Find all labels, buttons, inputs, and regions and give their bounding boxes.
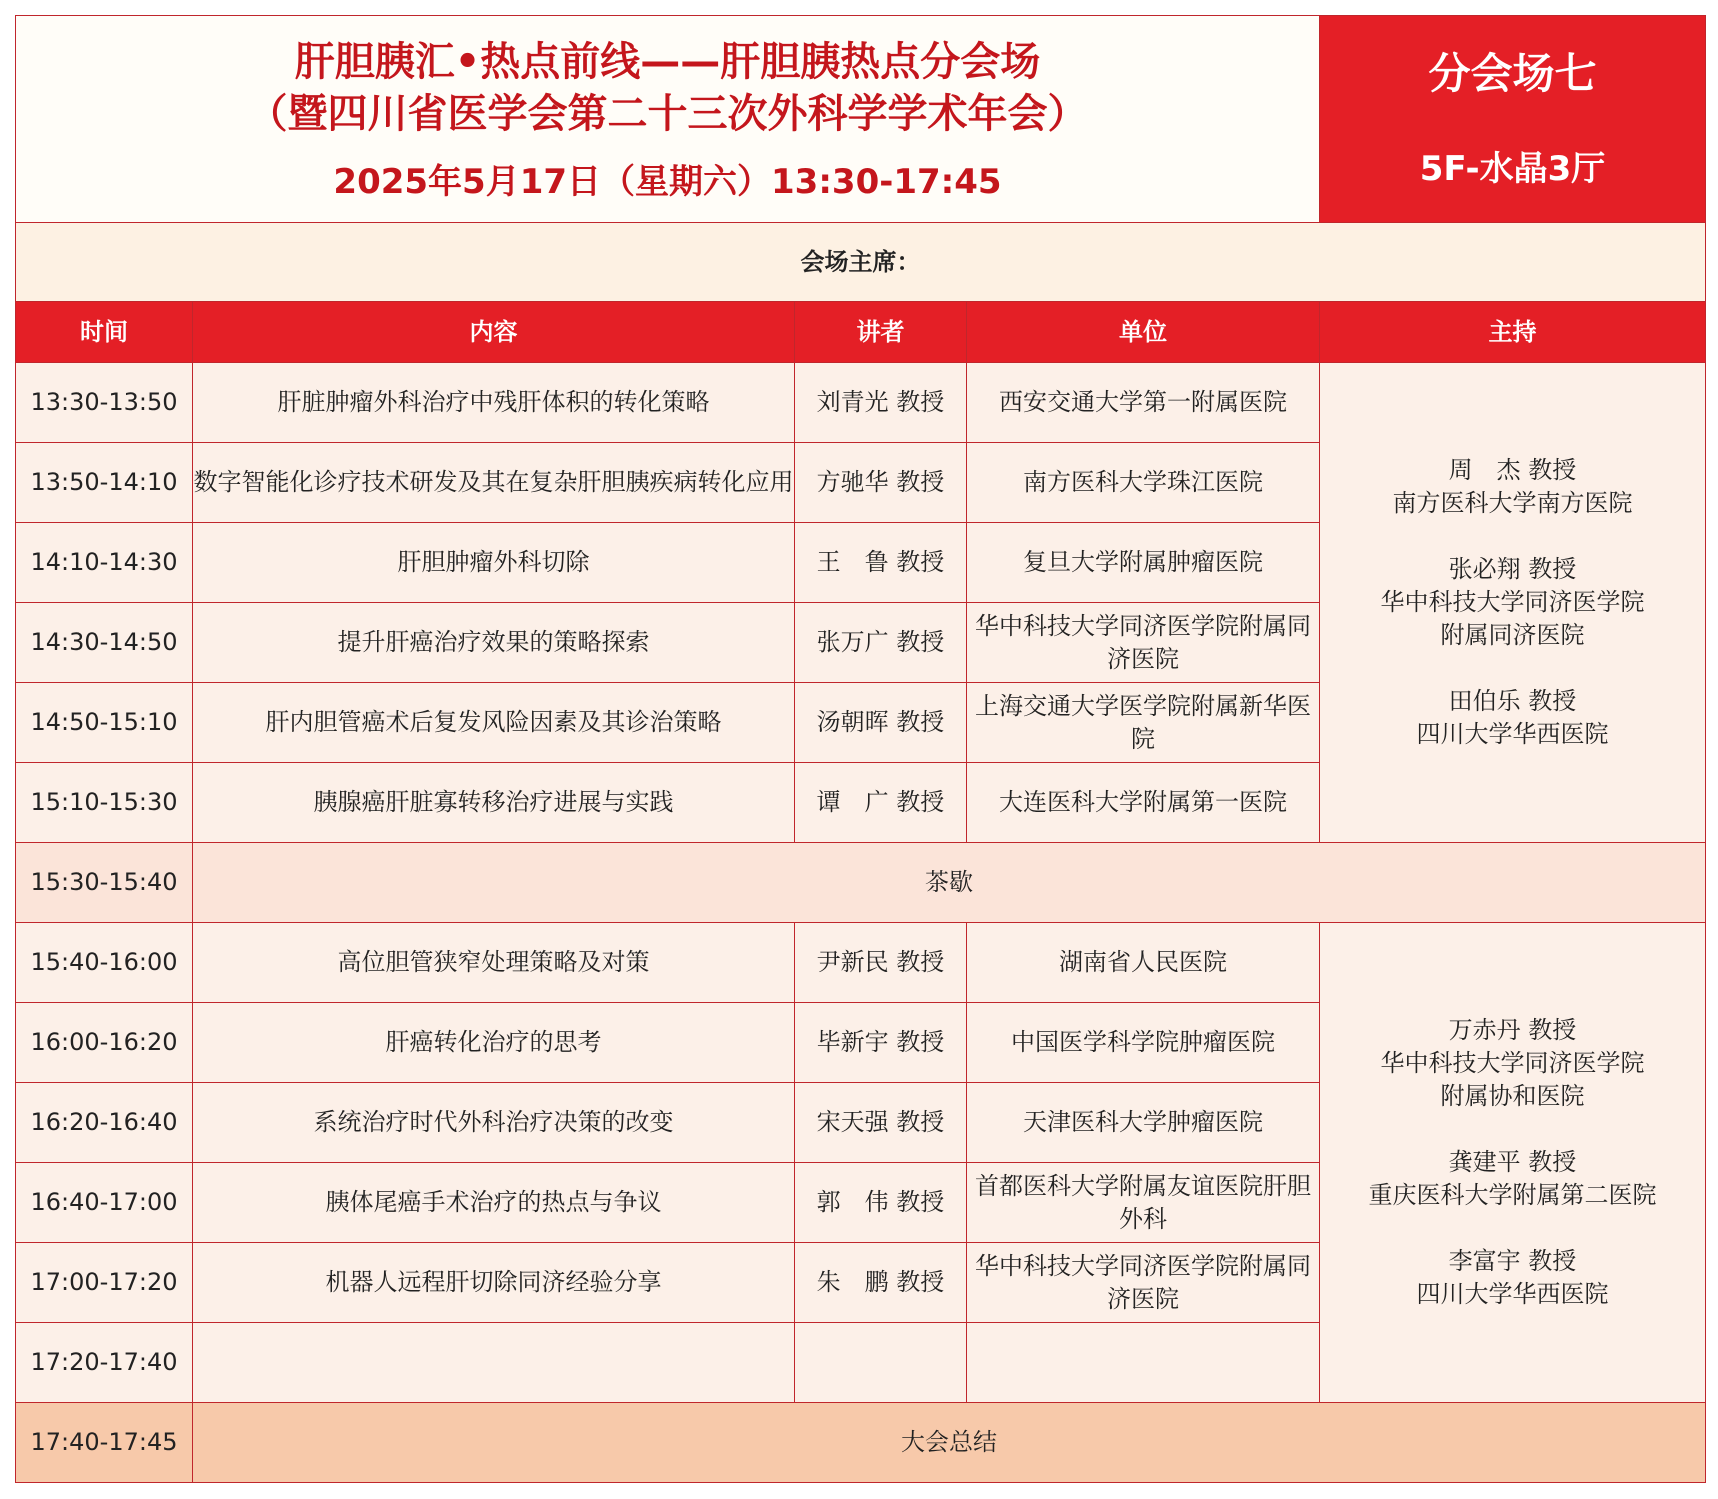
host-unit: 华中科技大学同济医学院	[1380, 588, 1645, 616]
host-unit: 附属协和医院	[1440, 1082, 1585, 1110]
row-content: 高位胆管狭窄处理策略及对策	[193, 923, 795, 1003]
host-unit: 南方医科大学南方医院	[1392, 489, 1633, 517]
row-time: 17:20-17:40	[16, 1323, 193, 1403]
row-time: 14:30-14:50	[16, 603, 193, 683]
row-unit: 大连医科大学附属第一医院	[967, 763, 1320, 843]
row-speaker: 方驰华 教授	[795, 443, 967, 523]
host-entry	[1320, 1146, 1705, 1212]
header-title-cell	[16, 16, 1320, 223]
host-entry	[1320, 685, 1705, 751]
row-content: 肝内胆管癌术后复发风险因素及其诊治策略	[193, 683, 795, 763]
row-content: 胰体尾癌手术治疗的热点与争议	[193, 1163, 795, 1243]
row-speaker: 王 鲁 教授	[795, 523, 967, 603]
row-unit	[967, 1323, 1320, 1403]
row-content: 肝癌转化治疗的思考	[193, 1003, 795, 1083]
host-unit: 四川大学华西医院	[1416, 720, 1609, 748]
row-speaker: 毕新宇 教授	[795, 1003, 967, 1083]
row-speaker: 谭 广 教授	[795, 763, 967, 843]
host-unit: 四川大学华西医院	[1416, 1280, 1609, 1308]
host-name: 张必翔 教授	[1448, 555, 1577, 583]
venue-name: 分会场七	[1428, 49, 1597, 98]
summary-row	[16, 1403, 1706, 1483]
venue-room: 5F-水晶3厅	[1419, 149, 1606, 189]
host-name: 田伯乐 教授	[1448, 687, 1577, 715]
chair-row	[16, 223, 1706, 302]
header-row	[16, 16, 1706, 223]
row-speaker: 朱 鹏 教授	[795, 1243, 967, 1323]
row-content: 胰腺癌肝脏寡转移治疗进展与实践	[193, 763, 795, 843]
row-unit: 西安交通大学第一附属医院	[967, 363, 1320, 443]
row-time: 16:00-16:20	[16, 1003, 193, 1083]
host-unit: 华中科技大学同济医学院	[1380, 1049, 1645, 1077]
col-header-time: 时间	[16, 302, 193, 363]
host-unit: 附属同济医院	[1440, 621, 1585, 649]
host-name: 万赤丹 教授	[1448, 1016, 1577, 1044]
row-time: 15:40-16:00	[16, 923, 193, 1003]
host-name: 周 杰 教授	[1448, 456, 1577, 484]
schedule-table	[15, 15, 1706, 1483]
chair-label: 会场主席：	[16, 223, 1706, 302]
row-unit: 华中科技大学同济医学院附属同济医院	[967, 1243, 1320, 1323]
table-row	[16, 923, 1706, 1003]
row-content: 肝胆肿瘤外科切除	[193, 523, 795, 603]
host-entry	[1320, 1245, 1705, 1311]
row-speaker	[795, 1323, 967, 1403]
break-time: 15:30-15:40	[16, 843, 193, 923]
session-date: 2025年5月17日（星期六）13:30-17:45	[333, 162, 1002, 202]
row-time: 13:50-14:10	[16, 443, 193, 523]
row-unit: 复旦大学附属肿瘤医院	[967, 523, 1320, 603]
row-content: 提升肝癌治疗效果的策略探索	[193, 603, 795, 683]
break-row	[16, 843, 1706, 923]
row-time: 13:30-13:50	[16, 363, 193, 443]
column-header-row	[16, 302, 1706, 363]
row-speaker: 尹新民 教授	[795, 923, 967, 1003]
summary-label: 大会总结	[193, 1403, 1706, 1483]
col-header-host: 主持	[1320, 302, 1706, 363]
row-unit: 上海交通大学医学院附属新华医院	[967, 683, 1320, 763]
host-cell-session1	[1320, 363, 1706, 843]
host-entry	[1320, 454, 1705, 520]
host-cell-session2	[1320, 923, 1706, 1403]
row-speaker: 刘青光 教授	[795, 363, 967, 443]
row-unit: 中国医学科学院肿瘤医院	[967, 1003, 1320, 1083]
row-unit: 天津医科大学肿瘤医院	[967, 1083, 1320, 1163]
row-content: 肝脏肿瘤外科治疗中残肝体积的转化策略	[193, 363, 795, 443]
row-time: 14:50-15:10	[16, 683, 193, 763]
row-time: 16:40-17:00	[16, 1163, 193, 1243]
col-header-speaker: 讲者	[795, 302, 967, 363]
row-speaker: 张万广 教授	[795, 603, 967, 683]
break-label: 茶歇	[193, 843, 1706, 923]
row-content: 机器人远程肝切除同济经验分享	[193, 1243, 795, 1323]
row-time: 14:10-14:30	[16, 523, 193, 603]
host-entry	[1320, 553, 1705, 652]
row-time: 16:20-16:40	[16, 1083, 193, 1163]
row-content: 系统治疗时代外科治疗决策的改变	[193, 1083, 795, 1163]
table-row	[16, 363, 1706, 443]
title-line-1: 肝胆胰汇•热点前线——肝胆胰热点分会场	[294, 39, 1041, 85]
row-unit: 华中科技大学同济医学院附属同济医院	[967, 603, 1320, 683]
row-speaker: 汤朝晖 教授	[795, 683, 967, 763]
row-time: 17:00-17:20	[16, 1243, 193, 1323]
summary-time: 17:40-17:45	[16, 1403, 193, 1483]
row-content	[193, 1323, 795, 1403]
title-line-2: （暨四川省医学会第二十三次外科学学术年会）	[247, 91, 1088, 137]
row-time: 15:10-15:30	[16, 763, 193, 843]
row-unit: 湖南省人民医院	[967, 923, 1320, 1003]
row-content: 数字智能化诊疗技术研发及其在复杂肝胆胰疾病转化应用	[193, 443, 795, 523]
row-speaker: 宋天强 教授	[795, 1083, 967, 1163]
venue-cell	[1320, 16, 1706, 223]
row-unit: 南方医科大学珠江医院	[967, 443, 1320, 523]
host-unit: 重庆医科大学附属第二医院	[1368, 1181, 1657, 1209]
host-name: 李富宇 教授	[1448, 1247, 1577, 1275]
row-unit: 首都医科大学附属友谊医院肝胆外科	[967, 1163, 1320, 1243]
host-entry	[1320, 1014, 1705, 1113]
host-name: 龚建平 教授	[1448, 1148, 1577, 1176]
col-header-content: 内容	[193, 302, 795, 363]
col-header-unit: 单位	[967, 302, 1320, 363]
row-speaker: 郭 伟 教授	[795, 1163, 967, 1243]
